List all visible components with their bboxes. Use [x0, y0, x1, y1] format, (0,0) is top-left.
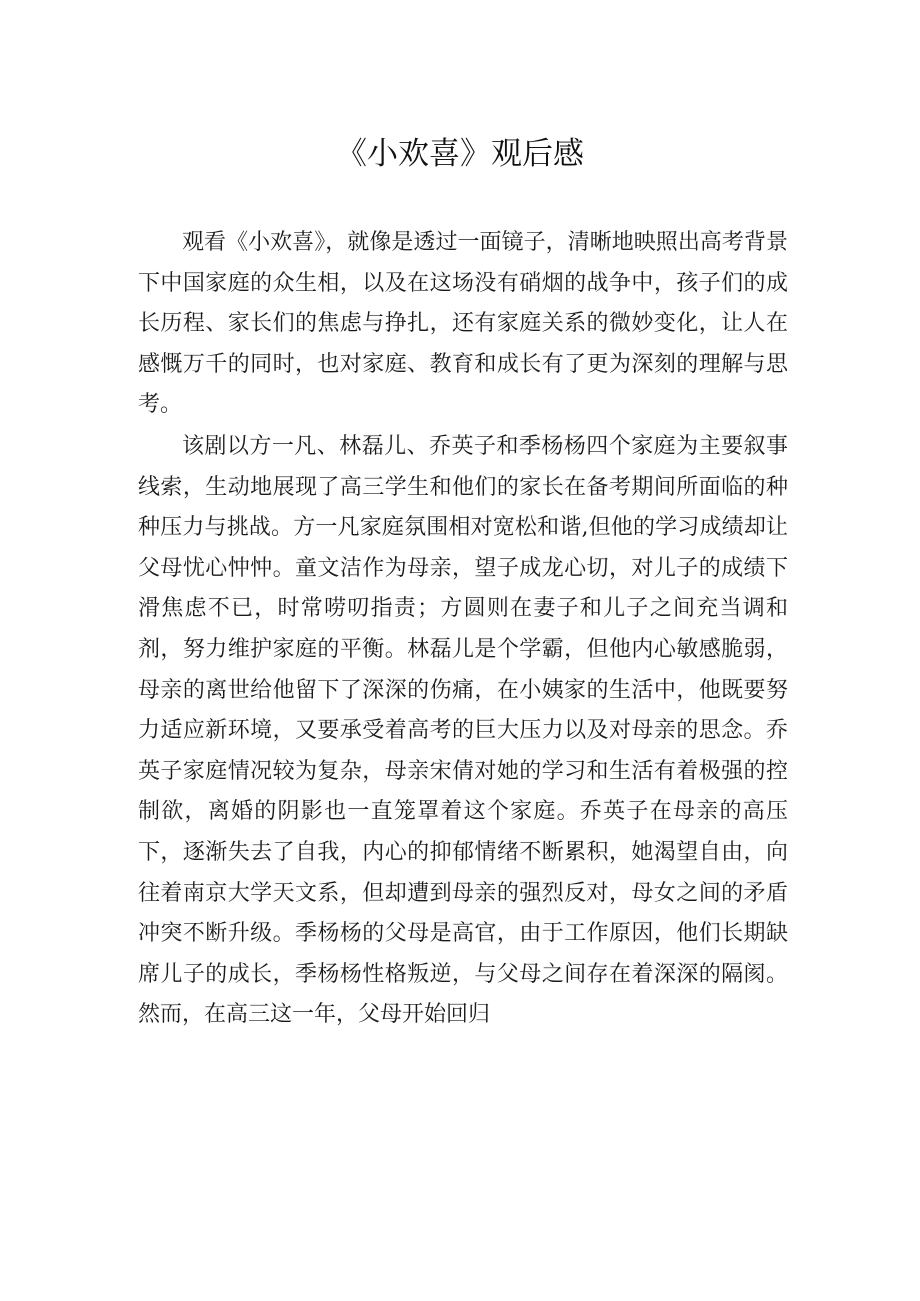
document-body — [138, 223, 788, 1037]
paragraph-1: 观看《小欢喜》，就像是透过一面镜子，清晰地映照出高考背景下中国家庭的众生相，以及在这场没有硝烟的战争中，孩子们的成长历程、家长们的焦虑与挣扎，还有家庭关系的微妙变化，让人在感慨万千的同时，也对家庭、教育和成长有了更为深刻的理解与思考。 — [138, 230, 788, 418]
paragraph-2: 该剧以方一凡、林磊儿、乔英子和季杨杨四个家庭为主要叙事线索，生动地展现了高三学生和他们的家长在备考期间所面临的种种压力与挑战。方一凡家庭氛围相对宽松和谐,但他的学习成绩却让父母忧心忡忡。童文洁作为母亲，望子成龙心切，对儿子的成绩下滑焦虑不已，时常唠叨指责；方圆则在妻子和儿子之间充当调和剂，努力维护家庭的平衡。林磊儿是个学霸，但他内心敏感脆弱，母亲的离世给他留下了深深的伤痛，在小姨家的生活中，他既要努力适应新环境，又要承受着高考的巨大压力以及对母亲的思念。乔英子家庭情况较为复杂，母亲宋倩对她的学习和生活有着极强的控制欲，离婚的阴影也一直笼罩着这个家庭。乔英子在母亲的高压下，逐渐失去了自我，内心的抑郁情绪不断累积，她渴望自由，向往着南京大学天文系，但却遭到母亲的强烈反对，母女之间的矛盾冲突不断升级。季杨杨的父母是高官，由于工作原因，他们长期缺席儿子的成长，季杨杨性格叛逆，与父母之间存在着深深的隔阂。然而，在高三这一年，父母开始回归 — [138, 433, 788, 1028]
document-title: 《小欢喜》观后感 — [336, 136, 584, 172]
